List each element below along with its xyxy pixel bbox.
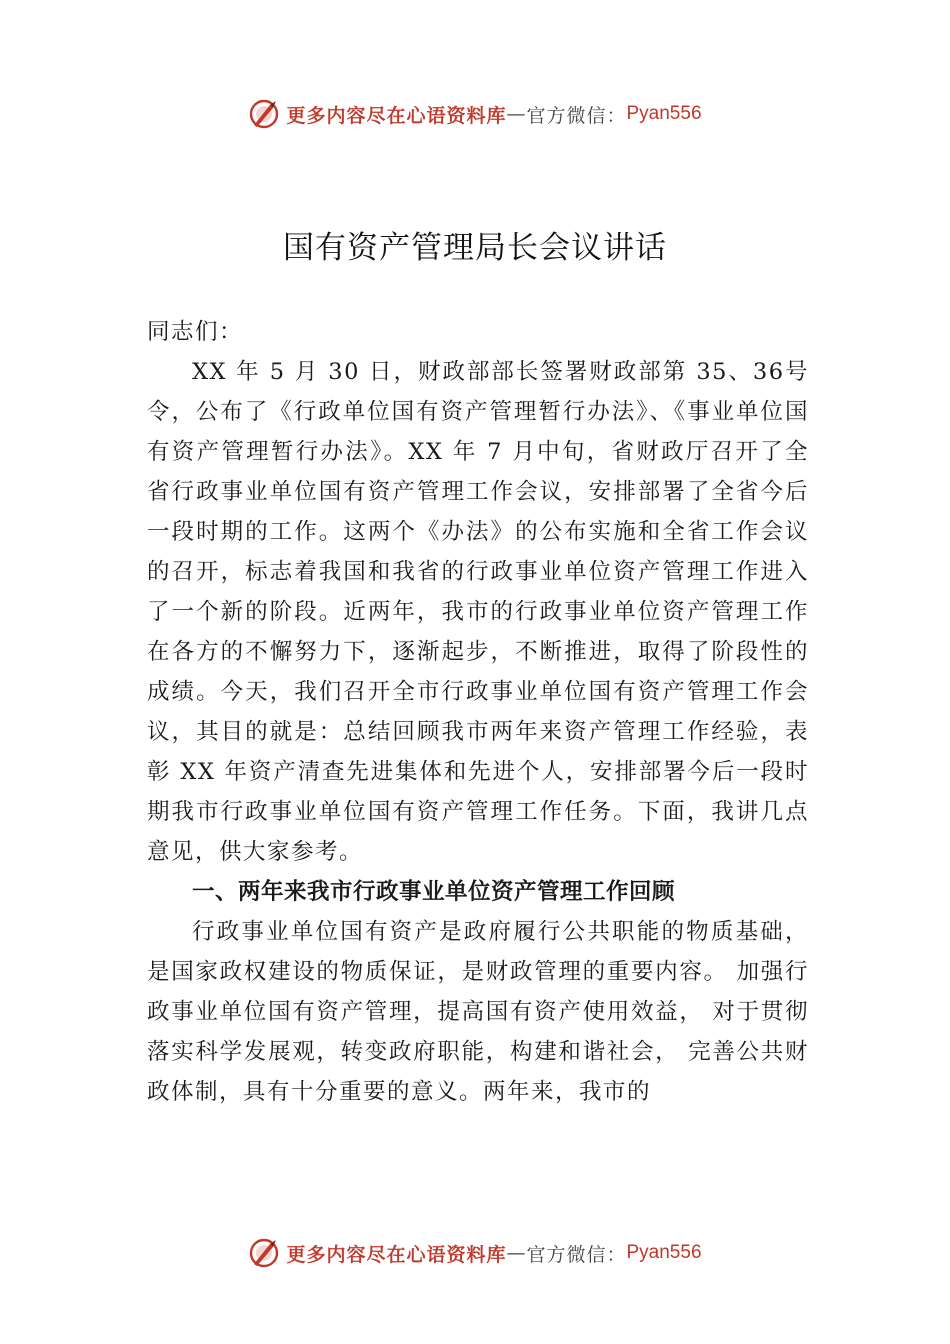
- section-heading: 一、两年来我市行政事业单位资产管理工作回顾: [192, 879, 676, 905]
- library-text: 更多内容尽在心语资料库: [286, 104, 507, 127]
- wechat-id: Pyan556: [626, 1242, 702, 1263]
- document-title: 国有资产管理局长会议讲话: [283, 230, 667, 266]
- library-text: 更多内容尽在心语资料库: [286, 1243, 507, 1266]
- quill-logo-icon: [248, 98, 280, 130]
- document-body: [147, 312, 809, 1112]
- separator: —: [506, 103, 527, 125]
- paragraph-1: XX 年 5 月 30 日，财政部部长签署财政部第 35、36号令，公布了《行政单位国有资产管理暂行办法》、《事业单位国有资产管理暂行办法》。XX 年 7 月中旬，省财政厅召开了全省行政事业单位国有资产管理工作会议，安排部署了全省今后一段时期的工作。这两个《办法》的公布实施和全省工作会议的召开，标志着我国和我省的行政事业单位资产管理工作进入了一个新的阶段。近两年，我市的行政事业单位资产管理工作在各方的不懈努力下，逐渐起步，不断推进，取得了阶段性的成绩。今天，我们召开全市行政事业单位国有资产管理工作会议，其目的就是：总结回顾我市两年来资产管理工作经验，表彰 XX 年资产清查先进集体和先进个人，安排部署今后一段时期我市行政事业单位国有资产管理工作任务。下面，我讲几点意见，供大家参考。: [147, 359, 809, 865]
- quill-logo-icon: [248, 1237, 280, 1269]
- salutation: 同志们：: [147, 319, 244, 345]
- wechat-id: Pyan556: [626, 103, 702, 124]
- paragraph-2: 行政事业单位国有资产是政府履行公共职能的物质基础，是国家政权建设的物质保证，是财政管理的重要内容。 加强行政事业单位国有资产管理，提高国有资产使用效益， 对于贯彻落实科学发展观，转变政府职能，构建和谐社会， 完善公共财政体制，具有十分重要的意义。两年来，我市的: [147, 919, 809, 1105]
- footer-watermark: [0, 1233, 950, 1273]
- wechat-label: 官方微信：: [526, 1243, 627, 1266]
- separator: —: [506, 1242, 527, 1264]
- wechat-label: 官方微信：: [526, 104, 627, 127]
- header-watermark: [0, 94, 950, 134]
